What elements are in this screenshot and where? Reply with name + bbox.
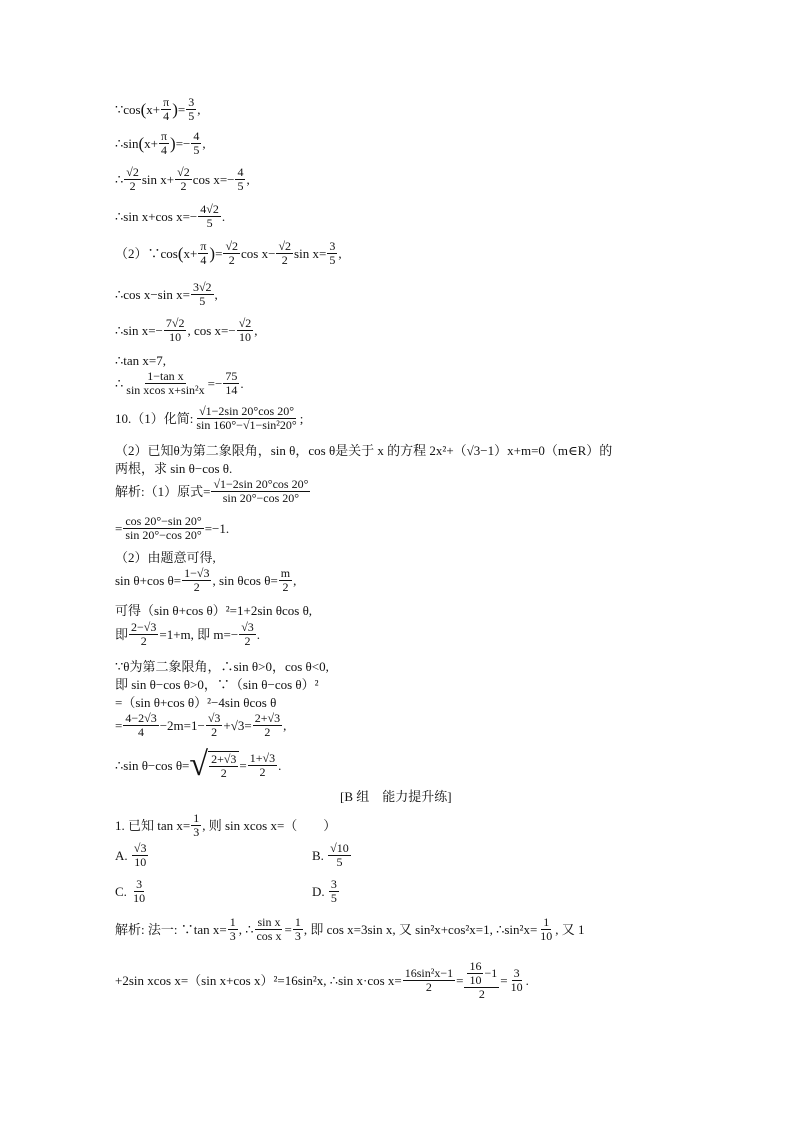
- text: （2）已知θ为第二象限角，sin θ，cos θ是关于 x 的方程 2x²+（√3−1）x+m=0（m∈R）的: [115, 443, 613, 458]
- denominator: 3: [193, 824, 200, 839]
- numerator: π: [160, 129, 168, 143]
- fraction: [124, 166, 141, 193]
- text: , cos x=−: [187, 322, 236, 338]
- denominator: sin 160°−√1−sin²20°: [196, 417, 297, 432]
- solution-line: [115, 240, 342, 267]
- fraction: [161, 96, 171, 123]
- fraction: [186, 96, 196, 123]
- text: ∴: [115, 375, 124, 391]
- fraction: [237, 317, 254, 344]
- text: =: [456, 972, 464, 988]
- text: =1+m, 即 m=−: [159, 626, 239, 642]
- solution-line: [115, 916, 585, 943]
- compound-fraction: [464, 960, 499, 1001]
- right-paren: ): [170, 133, 176, 153]
- denominator: 14: [225, 382, 238, 397]
- numerator: 2−√3: [131, 620, 157, 634]
- text: .: [221, 208, 226, 224]
- text: =: [215, 245, 223, 261]
- numerator: π: [200, 239, 207, 253]
- numerator: √2: [126, 165, 139, 179]
- numerator: cos 20°−sin 20°: [125, 514, 202, 528]
- fraction: [206, 712, 223, 739]
- question-line: [115, 812, 336, 839]
- solution-line: [115, 621, 260, 648]
- denominator: 5: [193, 142, 200, 157]
- denominator: 5: [199, 293, 206, 308]
- fraction: [211, 478, 310, 505]
- fraction: [194, 405, 298, 432]
- text: 可得（sin θ+cos θ）²=1+2sin θcos θ,: [115, 603, 313, 618]
- question-line: [115, 444, 612, 457]
- text: =−: [175, 135, 191, 151]
- numerator: 3: [513, 965, 520, 980]
- solution-line: [115, 748, 281, 782]
- numerator: 1: [193, 811, 200, 825]
- solution-line: [115, 166, 250, 193]
- fraction: [175, 166, 192, 193]
- fraction: [293, 916, 303, 943]
- text: =−: [207, 375, 223, 391]
- square-root: [189, 748, 239, 782]
- text: ,: [283, 717, 287, 733]
- fraction: [123, 712, 158, 739]
- question-stem: 1. 已知 tan x=: [115, 817, 191, 833]
- numerator: √10: [330, 841, 349, 855]
- left-paren: (: [177, 243, 184, 263]
- numerator: 1−tan x: [147, 369, 184, 383]
- denominator: 2: [129, 178, 136, 193]
- text: , 则 sin xcos x=（ ）: [202, 817, 337, 833]
- denominator: sin xcos x+sin²x: [126, 382, 205, 397]
- text: =−1.: [204, 520, 230, 536]
- text: （2）由题意可得,: [115, 550, 216, 565]
- numerator: 4: [193, 129, 200, 143]
- solution-line: [115, 96, 200, 123]
- denominator: 5: [329, 252, 336, 267]
- solution-line: [115, 515, 229, 542]
- denominator: 10: [540, 928, 553, 943]
- text: ∴sin x=−: [115, 322, 163, 338]
- denominator: 2: [264, 724, 271, 739]
- text: x+: [146, 101, 161, 117]
- text: .: [240, 375, 244, 391]
- denominator: sin 20°−cos 20°: [125, 527, 202, 542]
- text: ∴sin θ−cos θ=: [115, 757, 190, 773]
- text: ,: [214, 286, 218, 302]
- denominator: 5: [336, 854, 343, 869]
- text: ∵cos: [115, 101, 141, 117]
- numerator: 3√2: [192, 280, 212, 294]
- text: .: [256, 626, 261, 642]
- text: x+: [144, 135, 158, 151]
- solution-line: [115, 712, 286, 739]
- solution-line: [115, 960, 529, 1001]
- fraction: [248, 752, 277, 779]
- numerator: √1−2sin 20°cos 20°: [213, 477, 309, 491]
- fraction: [538, 916, 554, 943]
- text: 两根，求 sin θ−cos θ.: [115, 461, 233, 476]
- numerator: 7√2: [165, 316, 185, 330]
- denominator: 10: [134, 854, 147, 869]
- denominator: 2: [425, 979, 432, 994]
- denominator: 2: [220, 765, 227, 780]
- numerator: 16: [469, 959, 482, 973]
- fraction: [509, 967, 525, 994]
- denominator: 2: [281, 252, 288, 267]
- section-heading: [340, 790, 452, 803]
- fraction: [164, 317, 187, 344]
- numerator: √2: [238, 316, 252, 330]
- numerator: 1+√3: [249, 750, 276, 765]
- numerator: √2: [225, 239, 239, 253]
- text: +√3=: [223, 717, 252, 733]
- solution-line: [115, 678, 319, 691]
- numerator: 4√2: [200, 202, 219, 216]
- fraction: [123, 515, 203, 542]
- solution-line: [115, 281, 218, 308]
- radical-sign: √: [189, 746, 209, 783]
- text: ∴tan x=7,: [115, 353, 166, 368]
- numerator: √3: [133, 841, 147, 855]
- text: , 又 1: [555, 921, 585, 937]
- right-paren: ): [172, 99, 178, 119]
- text: x+: [183, 245, 198, 261]
- fraction: [239, 621, 256, 648]
- fraction: [223, 240, 240, 267]
- text: 解析: 法一: ∵tan x=: [115, 921, 227, 937]
- denominator: 4: [200, 252, 207, 267]
- denominator: 3: [294, 928, 301, 943]
- denominator: 3: [229, 928, 236, 943]
- numerator: 2+√3: [211, 751, 237, 766]
- text: ,: [338, 245, 342, 261]
- denominator: 4: [161, 142, 167, 157]
- fraction: [191, 130, 201, 157]
- numerator: √3: [207, 711, 221, 725]
- fraction: [124, 370, 206, 397]
- option-B[interactable]: [312, 842, 352, 869]
- solution-line: [115, 478, 311, 505]
- fraction: [329, 878, 339, 905]
- fraction: [228, 916, 238, 943]
- numerator: 4−2√3: [125, 711, 157, 725]
- question-number: 10.（1）化简:: [115, 410, 194, 426]
- text: sin x=: [294, 245, 327, 261]
- fraction: [403, 967, 455, 994]
- denominator: 2: [180, 178, 187, 193]
- text: ,: [197, 101, 201, 117]
- fraction: [276, 240, 293, 267]
- text: , sin θcos θ=: [212, 572, 278, 588]
- text: .: [525, 972, 529, 988]
- numerator: √3: [241, 620, 254, 634]
- fraction: [159, 130, 169, 157]
- text: , 即 cos x=3sin x, 又 sin²x+cos²x=1, ∴sin²x=: [303, 921, 538, 937]
- numerator: 3: [136, 877, 143, 891]
- text: ∵θ为第二象限角，∴sin θ>0，cos θ<0,: [115, 659, 329, 674]
- fraction: [132, 842, 149, 869]
- fraction: [254, 916, 283, 943]
- option-label: D.: [312, 883, 325, 899]
- fraction: [131, 878, 147, 905]
- denominator: 2: [211, 724, 218, 739]
- denominator: 2: [140, 633, 147, 648]
- numerator: √2: [278, 239, 292, 253]
- text: ∴cos x−sin x=: [115, 286, 190, 302]
- denominator: 10: [510, 979, 523, 994]
- text: ,: [293, 572, 297, 588]
- solution-line: [115, 203, 225, 230]
- denominator: 10: [169, 329, 182, 344]
- denominator: 10: [469, 972, 482, 987]
- text: cos x=−: [192, 171, 235, 187]
- fraction: [191, 812, 201, 839]
- numerator: 3: [188, 95, 195, 109]
- fraction: [209, 753, 238, 780]
- numerator: 1: [229, 915, 236, 929]
- denominator: 2: [244, 633, 251, 648]
- numerator: 3: [330, 877, 337, 891]
- denominator: 2: [259, 764, 266, 779]
- solution-line: [115, 354, 166, 367]
- text: ,: [202, 135, 206, 151]
- denominator: 10: [133, 890, 146, 905]
- question-line: [115, 405, 303, 432]
- numerator: 2+√3: [254, 711, 281, 725]
- fraction: [253, 712, 282, 739]
- numerator: 4: [237, 165, 244, 179]
- question-line: [115, 462, 232, 475]
- numerator: 16sin²x−1: [404, 965, 454, 980]
- text: ,: [246, 171, 250, 187]
- denominator: cos x: [256, 928, 282, 943]
- solution-line: [115, 567, 296, 594]
- fraction: [279, 567, 292, 594]
- denominator: 5: [237, 178, 244, 193]
- denominator: sin 20°−cos 20°: [222, 490, 300, 505]
- text: =: [239, 757, 247, 773]
- text: sin θ+cos θ=: [115, 572, 182, 588]
- denominator: 4: [163, 108, 170, 123]
- text: =: [284, 921, 292, 937]
- denominator: 2: [478, 986, 485, 1001]
- solution-line: [115, 317, 258, 344]
- fraction: [129, 621, 158, 648]
- option-label: A.: [115, 847, 128, 863]
- text: ;: [299, 410, 304, 426]
- text: +2sin xcos x=（sin x+cos x）²=16sin²x, ∴sin x·cos x=: [115, 972, 402, 988]
- option-A[interactable]: [115, 842, 149, 869]
- text: ∴sin x+cos x=−: [115, 208, 198, 224]
- left-paren: (: [140, 99, 147, 119]
- solution-line: [115, 370, 244, 397]
- text: ,: [254, 322, 258, 338]
- fraction: [198, 240, 208, 267]
- option-D[interactable]: [312, 878, 340, 905]
- left-paren: (: [138, 133, 145, 153]
- solution-line: [115, 660, 329, 673]
- text: 即 sin θ−cos θ>0，∵（sin θ−cos θ）²: [115, 677, 319, 692]
- text: =: [115, 717, 123, 733]
- radicand: [208, 751, 239, 780]
- text: ∴sin: [115, 135, 139, 151]
- text: .: [278, 757, 282, 773]
- solution-line: [115, 130, 206, 157]
- right-paren: ): [209, 243, 216, 263]
- option-C[interactable]: [115, 878, 148, 905]
- denominator: 10: [239, 329, 251, 344]
- denominator: 2: [193, 579, 200, 594]
- fraction: [191, 281, 214, 308]
- fraction: [182, 567, 211, 594]
- fraction: [467, 960, 483, 987]
- fraction: [223, 370, 239, 397]
- section-title: [B 组 能力提升练]: [340, 789, 452, 804]
- text: sin x+: [141, 171, 175, 187]
- numerator: √2: [177, 165, 190, 179]
- denominator: 2: [228, 252, 235, 267]
- fraction: [235, 166, 245, 193]
- solution-line: [115, 551, 216, 564]
- denominator: 5: [188, 108, 195, 123]
- text: =（sin θ+cos θ）²−4sin θcos θ: [115, 695, 277, 710]
- text: =: [115, 520, 123, 536]
- numerator: sin x: [257, 915, 281, 929]
- option-label: B.: [312, 847, 324, 863]
- numerator: 1: [543, 915, 550, 929]
- denominator: 2: [282, 579, 289, 594]
- solution-line: [115, 604, 312, 617]
- denominator: 5: [330, 890, 337, 905]
- denominator: 4: [138, 724, 145, 739]
- text: =: [177, 101, 186, 117]
- numerator: m: [280, 566, 291, 580]
- denominator: 5: [206, 215, 213, 230]
- fraction: [198, 203, 221, 230]
- numerator: 3: [329, 239, 336, 253]
- text: 解析:（1）原式=: [115, 483, 211, 499]
- option-label: C.: [115, 883, 127, 899]
- text: , ∴: [238, 921, 254, 937]
- text: ∴: [115, 171, 124, 187]
- text: （2）∵cos: [115, 245, 178, 261]
- text: −2m=1−: [159, 717, 205, 733]
- numerator: √1−2sin 20°cos 20°: [199, 404, 295, 418]
- numerator: 1: [294, 915, 301, 929]
- text: −1: [484, 965, 498, 980]
- fraction: [327, 240, 337, 267]
- fraction: [328, 842, 351, 869]
- text: cos x−: [241, 245, 276, 261]
- numerator: 1−√3: [184, 566, 210, 580]
- text: 即: [115, 626, 129, 642]
- numerator: π: [163, 95, 170, 109]
- numerator: 75: [225, 369, 238, 383]
- text: =: [500, 972, 508, 988]
- solution-line: [115, 696, 276, 709]
- numerator: [464, 960, 499, 988]
